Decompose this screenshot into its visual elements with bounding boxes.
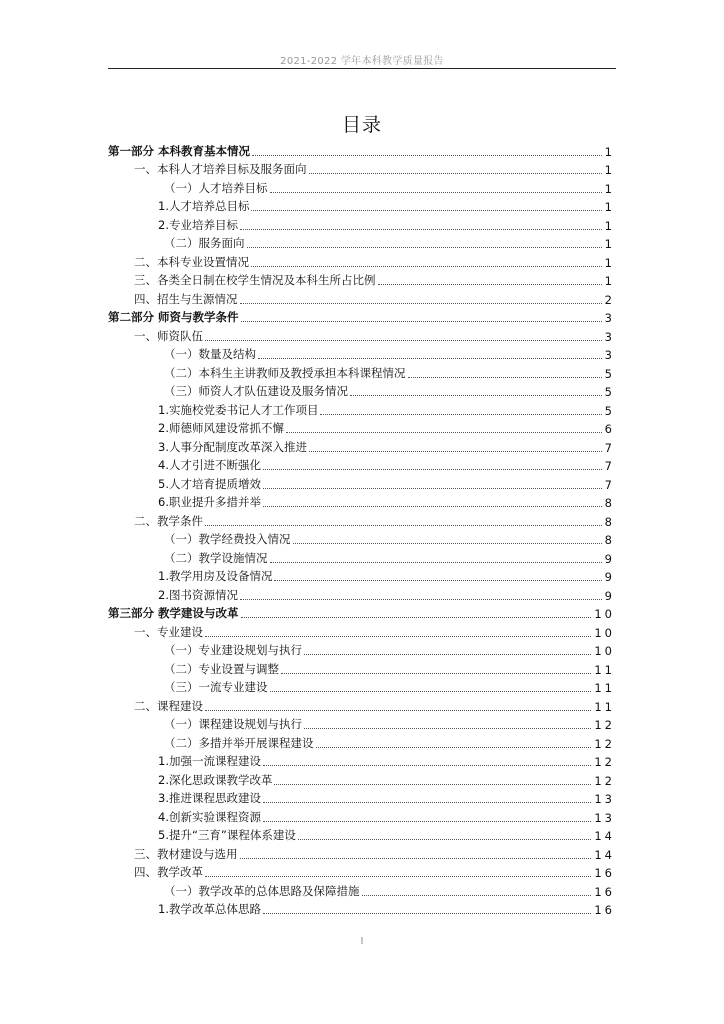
toc-entry-label: （三）师资人才队伍建设及服务情况 bbox=[164, 384, 348, 398]
toc-entry-label: 2.师德师风建设常抓不懈 bbox=[158, 421, 284, 435]
toc-entry[interactable] bbox=[108, 382, 615, 401]
toc-entry[interactable] bbox=[108, 474, 615, 493]
toc-dot-leader bbox=[205, 710, 591, 711]
toc-entry-label: 5.人才培育提质增效 bbox=[158, 476, 261, 491]
toc-dot-leader bbox=[205, 636, 591, 637]
toc-entry[interactable] bbox=[108, 160, 615, 179]
header-rule bbox=[108, 68, 616, 69]
toc-entry[interactable] bbox=[108, 659, 615, 678]
toc-dot-leader bbox=[240, 303, 602, 304]
toc-entry[interactable] bbox=[108, 696, 615, 715]
toc-entry-page-number: 1 bbox=[604, 200, 615, 214]
toc-dot-leader bbox=[298, 839, 591, 840]
toc-entry[interactable] bbox=[108, 752, 615, 771]
toc-entry[interactable] bbox=[108, 141, 615, 160]
toc-entry-label: 一、专业建设 bbox=[134, 624, 203, 639]
toc-dot-leader bbox=[263, 913, 591, 914]
toc-entry[interactable] bbox=[108, 641, 615, 660]
toc-entry[interactable] bbox=[108, 715, 615, 734]
toc-dot-leader bbox=[205, 876, 591, 877]
toc-dot-leader bbox=[320, 414, 601, 415]
toc-dot-leader bbox=[362, 895, 592, 896]
toc-entry-label: 6.职业提升多措并举 bbox=[158, 495, 261, 509]
toc-dot-leader bbox=[274, 784, 591, 785]
toc-entry-label: 3.推进课程思政建设 bbox=[158, 791, 261, 805]
toc-entry-page-number: 5 bbox=[604, 366, 615, 381]
toc-entry-label: 二、本科专业设置情况 bbox=[134, 254, 249, 269]
toc-dot-leader bbox=[309, 451, 602, 452]
toc-entry-label: 二、课程建设 bbox=[134, 698, 203, 713]
toc-dot-leader bbox=[281, 673, 591, 674]
toc-dot-leader bbox=[251, 210, 601, 211]
toc-entry-label: 第三部分 教学建设与改革 bbox=[108, 606, 239, 620]
toc-entry-label: 第一部分 本科教育基本情况 bbox=[108, 143, 251, 158]
toc-entry[interactable] bbox=[108, 363, 615, 382]
toc-entry-page-number: 8 bbox=[604, 533, 615, 547]
running-header: 2021-2022 学年本科教学质量报告 bbox=[280, 56, 444, 67]
toc-entry[interactable] bbox=[108, 511, 615, 530]
toc-entry-label: （二）专业设置与调整 bbox=[164, 661, 279, 676]
toc-entry-page-number: 5 bbox=[604, 385, 615, 399]
toc-entry-label: 一、本科人才培养目标及服务面向 bbox=[134, 162, 307, 176]
toc-dot-leader bbox=[274, 580, 601, 581]
toc-entry[interactable] bbox=[108, 271, 615, 290]
toc-entry-page-number: 7 bbox=[604, 440, 615, 455]
toc-entry[interactable] bbox=[108, 863, 615, 882]
toc-entry-label: 三、教材建设与选用 bbox=[134, 846, 238, 861]
toc-entry-page-number: 14 bbox=[594, 847, 615, 862]
toc-entry[interactable] bbox=[108, 493, 615, 512]
toc-entry[interactable] bbox=[108, 345, 615, 364]
toc-entry-label: （二）多措并举开展课程建设 bbox=[164, 735, 314, 750]
toc-entry-label: （一）人才培养目标 bbox=[164, 180, 268, 195]
toc-dot-leader bbox=[251, 266, 602, 267]
toc-dot-leader bbox=[258, 358, 602, 359]
toc-entry[interactable] bbox=[108, 234, 615, 253]
toc-entry-label: 5.提升“三育”课程体系建设 bbox=[158, 828, 296, 842]
toc-dot-leader bbox=[241, 617, 592, 618]
toc-entry-page-number: 12 bbox=[594, 773, 615, 788]
toc-entry[interactable] bbox=[108, 881, 615, 900]
toc-entry-page-number: 13 bbox=[594, 810, 615, 825]
toc-entry-label: 1.教学改革总体思路 bbox=[158, 902, 261, 916]
toc-entry-page-number: 8 bbox=[604, 514, 615, 529]
toc-entry-page-number: 10 bbox=[594, 625, 615, 640]
toc-entry-label: 1.人才培养总目标 bbox=[158, 199, 250, 213]
toc-dot-leader bbox=[240, 858, 592, 859]
toc-dot-leader bbox=[270, 192, 602, 193]
toc-dot-leader bbox=[240, 599, 602, 600]
toc-entry-page-number: 12 bbox=[594, 736, 615, 751]
toc-entry-page-number: 16 bbox=[594, 884, 615, 899]
toc-dot-leader bbox=[316, 747, 592, 748]
toc-dot-leader bbox=[247, 247, 602, 248]
toc-entry-page-number: 1 bbox=[604, 237, 615, 251]
toc-entry-page-number: 10 bbox=[594, 607, 615, 621]
toc-entry-label: （一）教学改革的总体思路及保障措施 bbox=[164, 883, 360, 898]
toc-entry-page-number: 10 bbox=[594, 644, 615, 658]
toc-entry[interactable] bbox=[108, 733, 615, 752]
toc-entry-page-number: 16 bbox=[594, 903, 615, 917]
toc-entry-page-number: 7 bbox=[604, 477, 615, 492]
toc-dot-leader bbox=[378, 284, 602, 285]
toc-entry[interactable] bbox=[108, 437, 615, 456]
toc-entry-label: 一、师资队伍 bbox=[134, 328, 203, 343]
toc-entry[interactable] bbox=[108, 622, 615, 641]
toc-dot-leader bbox=[286, 432, 602, 433]
toc-entry[interactable] bbox=[108, 548, 615, 567]
toc-entry-label: 1.加强一流课程建设 bbox=[158, 754, 261, 768]
toc-entry[interactable] bbox=[108, 400, 615, 419]
toc-entry[interactable] bbox=[108, 215, 615, 234]
toc-dot-leader bbox=[293, 543, 602, 544]
toc-entry-label: 4.人才引进不断强化 bbox=[158, 458, 261, 472]
toc-entry[interactable] bbox=[108, 197, 615, 216]
toc-entry-page-number: 3 bbox=[604, 329, 615, 344]
toc-entry-page-number: 11 bbox=[594, 681, 615, 695]
toc-entry[interactable] bbox=[108, 826, 615, 845]
toc-entry-label: （二）教学设施情况 bbox=[164, 550, 268, 565]
toc-entry-page-number: 11 bbox=[594, 699, 615, 714]
toc-dot-leader bbox=[304, 654, 591, 655]
toc-entry-label: 四、教学改革 bbox=[134, 865, 203, 879]
toc-entry-page-number: 12 bbox=[594, 755, 615, 769]
toc-dot-leader bbox=[205, 525, 602, 526]
toc-entry[interactable] bbox=[108, 585, 615, 604]
page-title: 目录 bbox=[341, 114, 382, 136]
toc-dot-leader bbox=[205, 340, 602, 341]
toc-dot-leader bbox=[263, 488, 602, 489]
toc-entry-label: （一）数量及结构 bbox=[164, 347, 256, 361]
toc-entry-label: （二）本科生主讲教师及教授承担本科课程情况 bbox=[164, 365, 406, 380]
toc-entry-page-number: 1 bbox=[604, 218, 615, 233]
toc-entry-page-number: 12 bbox=[594, 718, 615, 732]
toc-entry-label: 二、教学条件 bbox=[134, 513, 203, 528]
toc-entry-page-number: 13 bbox=[594, 792, 615, 806]
toc-entry[interactable] bbox=[108, 178, 615, 197]
toc-entry-page-number: 2 bbox=[604, 292, 615, 307]
toc-dot-leader bbox=[263, 506, 602, 507]
toc-entry-page-number: 9 bbox=[604, 551, 615, 566]
toc-entry[interactable] bbox=[108, 770, 615, 789]
toc-entry[interactable] bbox=[108, 252, 615, 271]
toc-dot-leader bbox=[350, 395, 602, 396]
toc-dot-leader bbox=[263, 821, 591, 822]
toc-entry-label: 2.专业培养目标 bbox=[158, 217, 238, 232]
toc-entry[interactable] bbox=[108, 604, 615, 623]
toc-entry[interactable] bbox=[108, 530, 615, 549]
toc-entry-page-number: 16 bbox=[594, 866, 615, 880]
toc-entry-label: 2.图书资源情况 bbox=[158, 587, 238, 602]
toc-entry-label: （一）教学经费投入情况 bbox=[164, 532, 291, 546]
toc-entry-page-number: 7 bbox=[604, 459, 615, 473]
toc-dot-leader bbox=[263, 469, 602, 470]
toc-entry[interactable] bbox=[108, 900, 615, 919]
toc-entry[interactable] bbox=[108, 419, 615, 438]
toc-entry[interactable] bbox=[108, 567, 615, 586]
toc-entry-page-number: 1 bbox=[604, 274, 615, 288]
toc-entry-page-number: 1 bbox=[604, 163, 615, 177]
toc-entry[interactable] bbox=[108, 807, 615, 826]
toc-entry-label: 3.人事分配制度改革深入推进 bbox=[158, 439, 307, 454]
toc-entry-page-number: 8 bbox=[604, 496, 615, 510]
toc-entry-label: （一）课程建设规划与执行 bbox=[164, 717, 302, 731]
toc-dot-leader bbox=[304, 728, 591, 729]
toc-entry-label: 2.深化思政课教学改革 bbox=[158, 772, 273, 787]
toc-entry-page-number: 9 bbox=[604, 588, 615, 603]
toc-entry-label: 4.创新实验课程资源 bbox=[158, 809, 261, 824]
toc-entry[interactable] bbox=[108, 308, 615, 327]
toc-dot-leader bbox=[408, 377, 602, 378]
toc-entry-label: 第二部分 师资与教学条件 bbox=[108, 310, 239, 324]
toc-entry-page-number: 6 bbox=[604, 422, 615, 436]
toc-entry[interactable] bbox=[108, 326, 615, 345]
table-of-contents bbox=[108, 141, 615, 918]
toc-entry-label: （二）服务面向 bbox=[164, 236, 245, 250]
toc-entry[interactable] bbox=[108, 456, 615, 475]
toc-entry-page-number: 9 bbox=[604, 570, 615, 584]
toc-entry-label: 1.实施校党委书记人才工作项目 bbox=[158, 402, 319, 417]
toc-entry-page-number: 14 bbox=[594, 829, 615, 843]
toc-entry-label: （一）专业建设规划与执行 bbox=[164, 643, 302, 657]
toc-entry-page-number: 1 bbox=[604, 255, 615, 270]
toc-dot-leader bbox=[263, 802, 591, 803]
toc-dot-leader bbox=[263, 765, 591, 766]
toc-entry[interactable] bbox=[108, 289, 615, 308]
toc-entry-page-number: 3 bbox=[604, 311, 615, 325]
toc-entry[interactable] bbox=[108, 678, 615, 697]
toc-dot-leader bbox=[309, 173, 602, 174]
toc-entry[interactable] bbox=[108, 789, 615, 808]
toc-dot-leader bbox=[270, 562, 602, 563]
toc-entry-page-number: 1 bbox=[604, 144, 615, 159]
toc-entry-page-number: 11 bbox=[594, 662, 615, 677]
toc-entry-page-number: 1 bbox=[604, 181, 615, 196]
toc-dot-leader bbox=[270, 691, 592, 692]
toc-entry-page-number: 5 bbox=[604, 403, 615, 418]
footer-page-number: I bbox=[360, 936, 364, 947]
toc-entry[interactable] bbox=[108, 844, 615, 863]
toc-dot-leader bbox=[241, 321, 602, 322]
toc-dot-leader bbox=[240, 229, 602, 230]
toc-dot-leader bbox=[252, 155, 602, 156]
toc-entry-label: （三）一流专业建设 bbox=[164, 680, 268, 694]
toc-entry-page-number: 3 bbox=[604, 348, 615, 362]
toc-entry-label: 四、招生与生源情况 bbox=[134, 291, 238, 306]
toc-entry-label: 三、各类全日制在校学生情况及本科生所占比例 bbox=[134, 273, 376, 287]
toc-entry-label: 1.教学用房及设备情况 bbox=[158, 569, 273, 583]
